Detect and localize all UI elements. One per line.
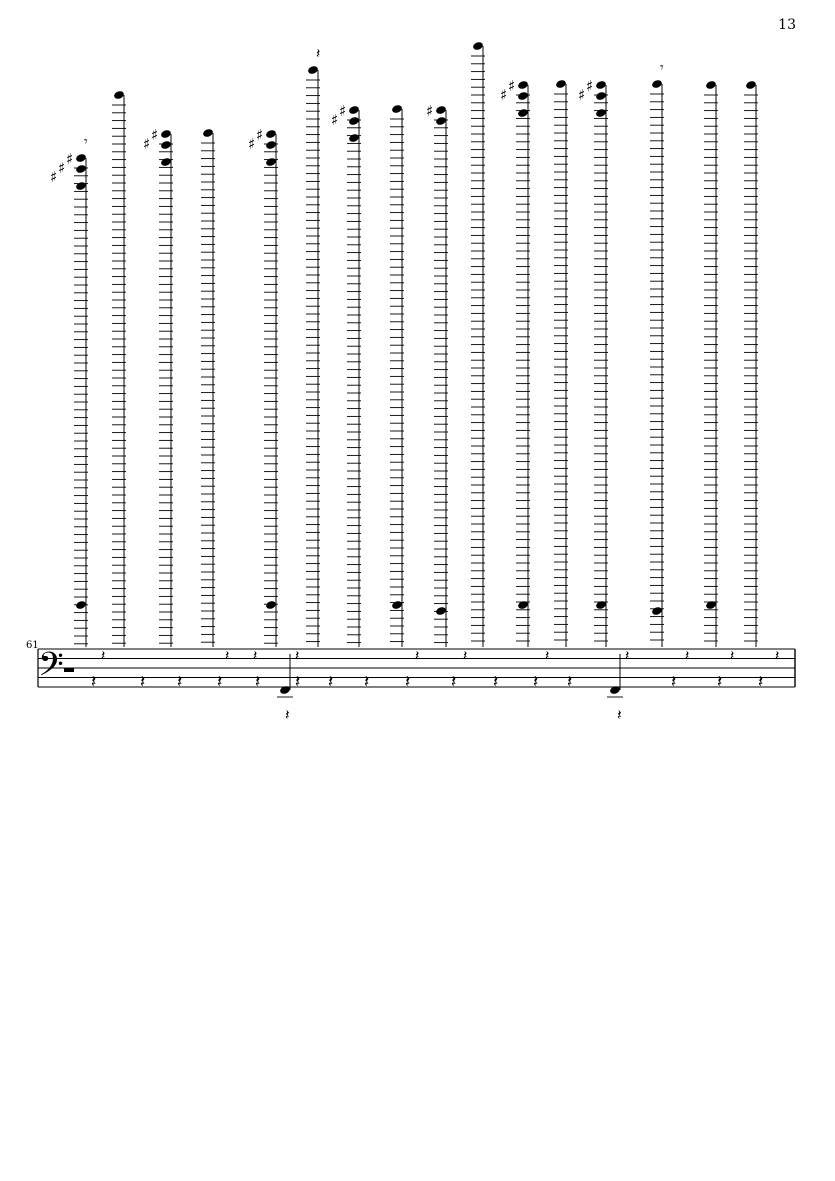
sharp-icon: ♯ — [143, 135, 151, 153]
sharp-icon: ♯ — [256, 126, 264, 144]
quarter-rest-icon: 𝄽 — [285, 706, 290, 724]
note-column — [390, 104, 404, 647]
notehead — [517, 80, 529, 90]
sharp-icon: ♯ — [50, 168, 58, 186]
notehead — [595, 80, 607, 90]
note-column — [744, 80, 758, 647]
notehead — [348, 133, 360, 143]
notehead — [75, 164, 87, 174]
rest-icon: 𝄽 — [253, 648, 258, 664]
quarter-rest-icon: 𝄽 — [140, 672, 146, 692]
note-column — [201, 128, 215, 647]
rest-icon: 𝄽 — [775, 648, 780, 664]
rest-icon: 𝄽 — [685, 648, 690, 664]
notehead — [609, 685, 621, 695]
quarter-rest-icon: 𝄽 — [758, 672, 764, 692]
notehead — [348, 116, 360, 126]
measure-number: 61 — [26, 640, 39, 651]
rest-icon: 𝄽 — [295, 648, 300, 664]
notehead — [75, 153, 87, 163]
quarter-rest-icon: 𝄽 — [717, 672, 723, 692]
rest-icon: 𝄽 — [463, 648, 468, 664]
notehead — [705, 600, 717, 610]
sharp-icon: ♯ — [500, 86, 508, 104]
note-column — [500, 77, 530, 647]
sharp-icon: ♯ — [66, 150, 74, 168]
notehead — [705, 80, 717, 90]
notehead — [348, 105, 360, 115]
sharp-icon: ♯ — [339, 102, 347, 120]
notehead — [651, 606, 663, 616]
notehead — [265, 600, 277, 610]
notehead — [160, 140, 172, 150]
notehead — [160, 129, 172, 139]
note-column — [112, 90, 126, 647]
note-column — [704, 80, 718, 647]
quarter-rest-icon: 𝄽 — [295, 672, 301, 692]
notehead — [595, 600, 607, 610]
notehead — [472, 41, 484, 51]
note-column — [471, 41, 485, 647]
quarter-rest-icon: 𝄽 — [451, 672, 457, 692]
notehead — [745, 80, 757, 90]
rest-icon: 𝄾 — [660, 60, 664, 76]
sharp-icon: ♯ — [151, 126, 159, 144]
notehead — [391, 600, 403, 610]
quarter-rest-icon: 𝄽 — [671, 672, 677, 692]
notehead — [555, 79, 567, 89]
note-column — [248, 126, 278, 647]
notehead — [265, 140, 277, 150]
note-column — [331, 102, 361, 647]
rest-row — [64, 648, 779, 724]
quarter-rest-icon: 𝄽 — [493, 672, 499, 692]
quarter-rest-icon: 𝄽 — [177, 672, 183, 692]
note-column — [426, 102, 448, 647]
notehead — [113, 90, 125, 100]
notehead — [435, 105, 447, 115]
notehead — [279, 685, 291, 695]
note-column — [650, 60, 664, 647]
sharp-icon: ♯ — [578, 86, 586, 104]
rest-icon: 𝄽 — [730, 648, 735, 664]
quarter-rest-icon: 𝄽 — [617, 706, 622, 724]
notehead — [595, 91, 607, 101]
quarter-rest-icon: 𝄽 — [217, 672, 223, 692]
note-column — [578, 77, 608, 647]
sharp-icon: ♯ — [331, 111, 339, 129]
notehead — [202, 128, 214, 138]
sharp-icon: ♯ — [248, 135, 256, 153]
quarter-rest-icon: 𝄽 — [364, 672, 370, 692]
rest-icon: 𝄽 — [415, 648, 420, 664]
sharp-icon: ♯ — [58, 159, 66, 177]
note-column — [50, 134, 88, 647]
sharp-icon: ♯ — [426, 102, 434, 120]
quarter-rest-icon: 𝄽 — [328, 672, 334, 692]
half-rest-icon — [64, 668, 74, 672]
note-columns — [50, 41, 758, 647]
note-column — [306, 46, 320, 647]
quarter-rest-icon: 𝄽 — [567, 672, 573, 692]
note-column — [143, 126, 173, 647]
notehead — [160, 157, 172, 167]
sharp-icon: ♯ — [586, 77, 594, 95]
notehead — [75, 181, 87, 191]
page-number: 13 — [778, 17, 796, 33]
note-column — [554, 79, 568, 647]
notehead — [435, 606, 447, 616]
notehead — [391, 104, 403, 114]
notehead — [517, 108, 529, 118]
notehead — [595, 108, 607, 118]
sharp-icon: ♯ — [508, 77, 516, 95]
quarter-rest-icon: 𝄽 — [405, 672, 411, 692]
notehead — [435, 116, 447, 126]
notehead — [517, 91, 529, 101]
rest-icon: 𝄽 — [545, 648, 550, 664]
notehead — [265, 129, 277, 139]
rest-icon: 𝄽 — [625, 648, 630, 664]
notehead — [265, 157, 277, 167]
notehead — [651, 79, 663, 89]
rest-icon: 𝄽 — [101, 648, 106, 664]
svg-text:𝄢: 𝄢 — [38, 646, 64, 692]
quarter-rest-icon: 𝄽 — [255, 672, 261, 692]
rest-icon: 𝄽 — [316, 46, 321, 62]
quarter-rest-icon: 𝄽 — [91, 672, 97, 692]
notehead — [517, 600, 529, 610]
quarter-rest-icon: 𝄽 — [533, 672, 539, 692]
rest-icon: 𝄾 — [84, 134, 88, 150]
rest-icon: 𝄽 — [225, 648, 230, 664]
bass-clef-icon — [38, 646, 64, 692]
notehead — [307, 65, 319, 75]
notehead — [75, 600, 87, 610]
